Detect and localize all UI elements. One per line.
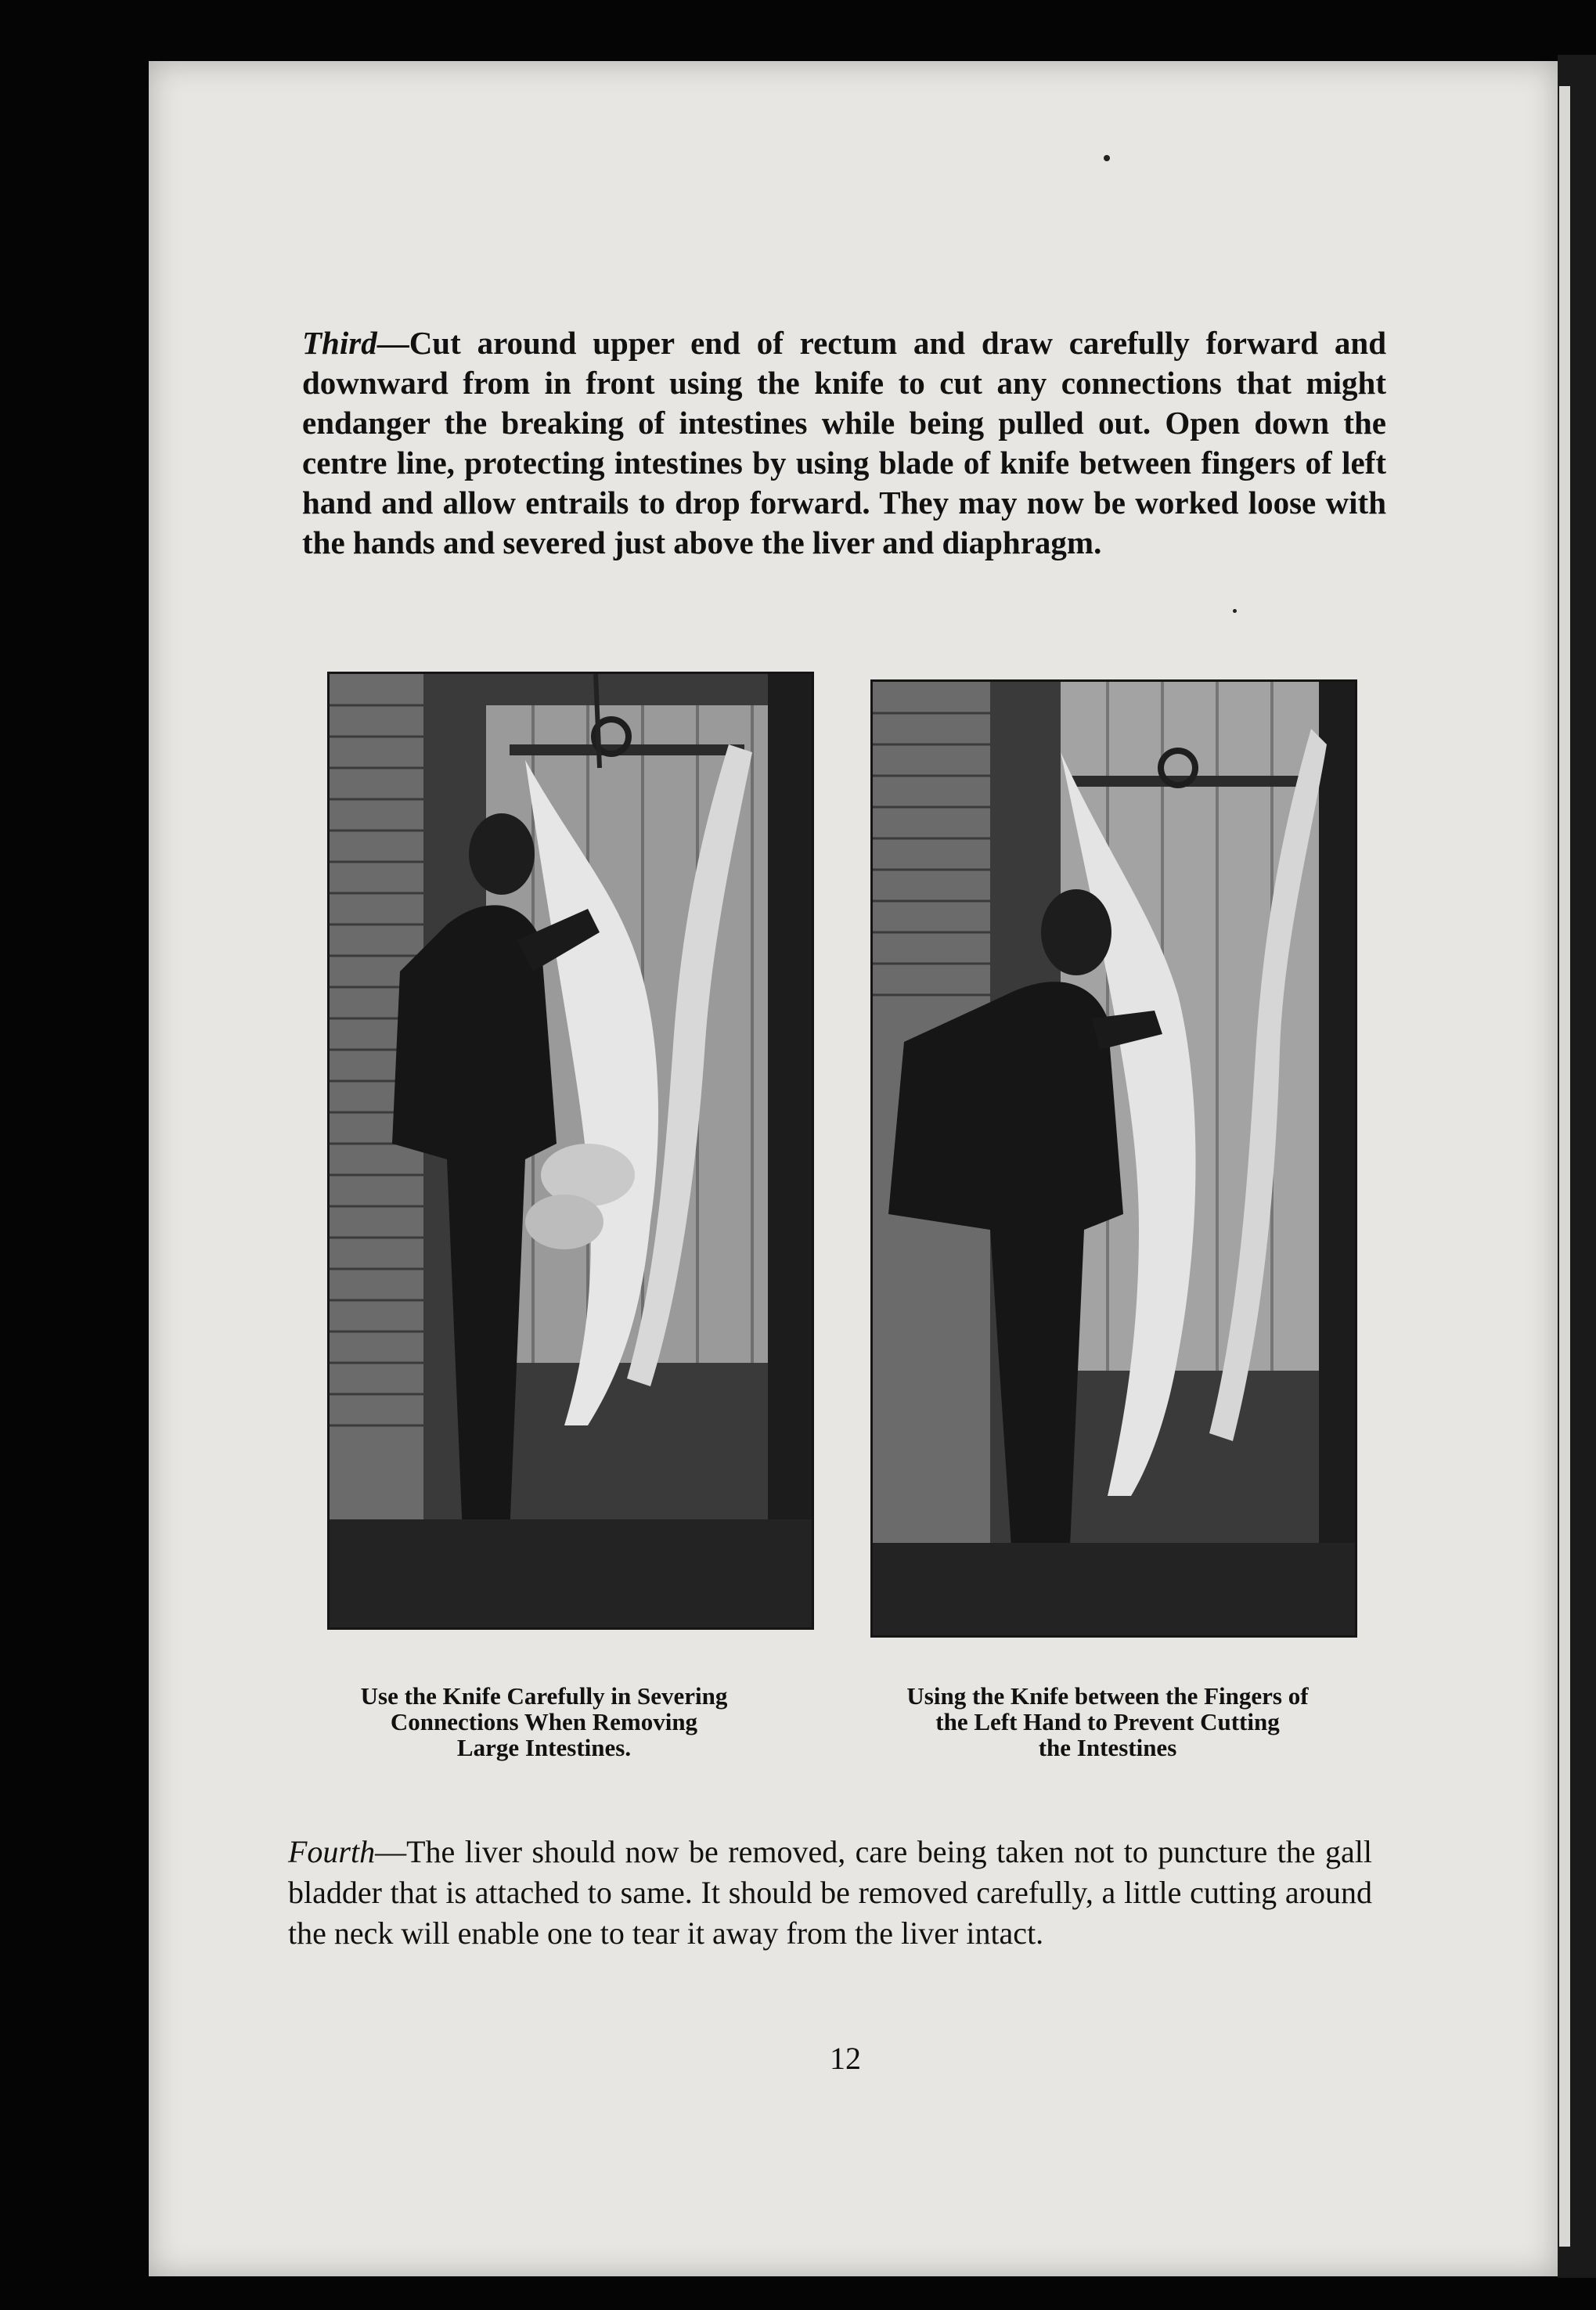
book-page	[149, 61, 1558, 2276]
figure-caption-2	[857, 1683, 1358, 1760]
caption-line: the Left Hand to Prevent Cutting	[935, 1708, 1280, 1735]
paragraph-fourth	[288, 1832, 1372, 1954]
paragraph-lead: Third	[302, 325, 377, 361]
photo-removing-intestines	[327, 672, 814, 1630]
caption-line: Using the Knife between the Fingers of	[906, 1682, 1309, 1710]
dust-speck	[1104, 155, 1110, 161]
paragraph-third	[302, 323, 1386, 563]
paragraph-lead: Fourth	[288, 1834, 376, 1869]
paragraph-text: —The liver should now be removed, care being taken not to puncture the gall bladder that is attached to same. It should be removed carefully, a little cutting around the neck will enable one to tear it away from the liver intact.	[288, 1834, 1372, 1951]
caption-line: Large Intestines.	[456, 1734, 632, 1761]
adjacent-page-edge	[1559, 86, 1570, 2247]
caption-line: the Intestines	[1038, 1734, 1177, 1761]
paragraph-text: —Cut around upper end of rectum and draw carefully forward and downward from in front using the knife to cut any connections that might endanger the breaking of intestines while being pulled out. Open down the centre line, protecting intestines by using blade of knife between fingers of left hand and allow entrails to drop forward. They may now be worked loose with the hands and severed just above the liver and diaphragm.	[302, 325, 1386, 560]
page-number: 12	[830, 2041, 861, 2076]
photo-knife-between-fingers	[870, 679, 1357, 1638]
dust-speck	[1233, 609, 1237, 613]
caption-line: Use the Knife Carefully in Severing	[360, 1682, 728, 1710]
caption-line: Connections When Removing	[390, 1708, 698, 1735]
figure-caption-1	[305, 1683, 783, 1760]
